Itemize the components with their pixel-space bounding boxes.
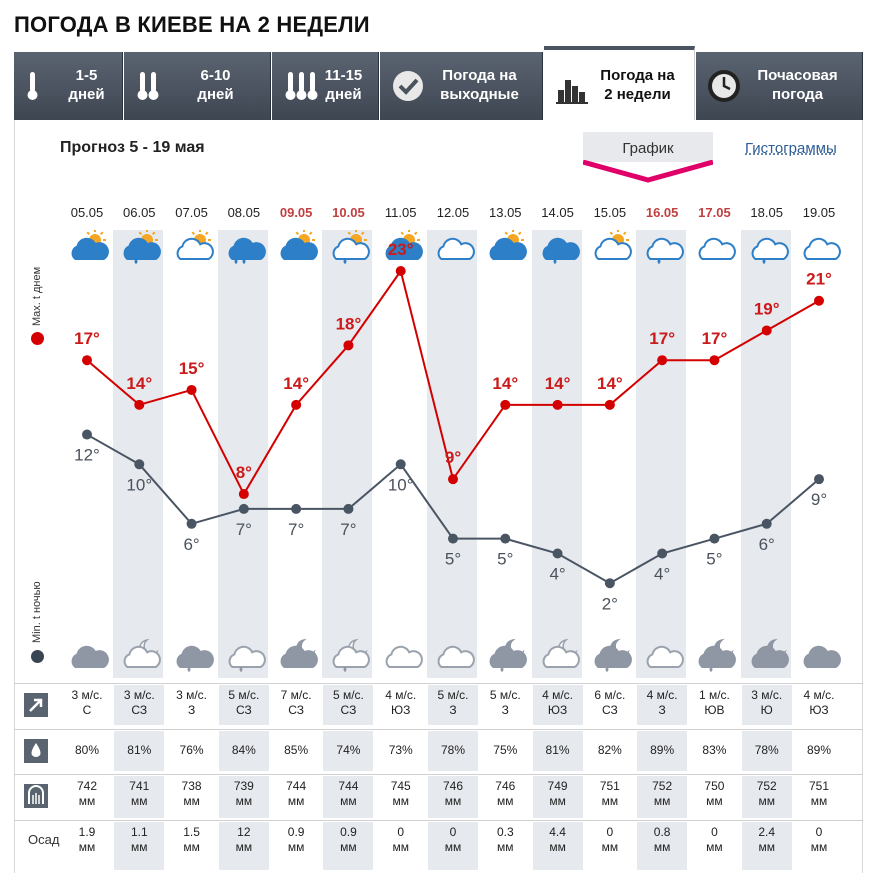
humidity-cell	[794, 743, 844, 758]
wind-cell-unit: З	[187, 703, 196, 717]
row-divider	[14, 729, 863, 730]
tab-label-line2: дней	[197, 86, 234, 103]
date-label: 05.05	[70, 205, 104, 220]
min-temp-data-label: 12°	[74, 445, 100, 465]
wind-cell	[742, 688, 792, 718]
day-column-shade	[741, 230, 791, 678]
wind-cell-value: 5 м/с.	[489, 688, 521, 702]
humidity-cell-value: 84%	[231, 743, 256, 757]
date-label: 06.05	[123, 205, 156, 220]
wind-cell-value: 7 м/с.	[280, 688, 312, 702]
cloud-moon-rain-dark-icon	[692, 638, 736, 674]
wind-cell-unit: СЗ	[288, 703, 305, 717]
pressure-cell-unit: мм	[183, 794, 200, 808]
max-temp-data-label: 17°	[74, 329, 100, 349]
min-temp-legend-dot	[31, 650, 44, 663]
pressure-cell-value: 738	[181, 779, 202, 793]
humidity-cell	[533, 743, 583, 758]
row-divider	[14, 774, 863, 775]
tab-6[interactable]	[696, 52, 863, 120]
tab-label	[740, 66, 855, 104]
wind-cell-value: 5 м/с.	[228, 688, 260, 702]
cloud-sun-outline-icon	[170, 230, 214, 266]
min-temp-data-label: 10°	[387, 475, 414, 495]
min-temp-axis-label: Min. t ночью	[31, 581, 43, 643]
humidity-cell	[376, 743, 426, 758]
precip-cell-value: 1.1	[130, 825, 148, 839]
pressure-cell-value: 752	[652, 779, 673, 793]
day-column-shade	[113, 230, 163, 678]
tab-5[interactable]	[544, 46, 695, 120]
humidity-cell-value: 81%	[545, 743, 570, 757]
cloud-moon-outline-icon	[536, 638, 580, 674]
date-label: 16.05	[645, 205, 679, 220]
cloud-sun-rain-outline-icon	[326, 230, 370, 266]
wind-cell	[167, 688, 217, 718]
precip-cell	[323, 825, 373, 855]
forecast-title: Прогноз 5 - 19 мая	[60, 139, 205, 156]
max-temp-data-label: 14°	[492, 373, 519, 393]
wind-cell-unit: З	[449, 703, 457, 717]
wind-cell-unit: ЮЗ	[547, 703, 568, 717]
tab-label-line1: Погода на	[600, 67, 675, 84]
pressure-cell-value: 739	[233, 779, 254, 793]
wind-cell-unit: З	[501, 703, 509, 717]
wind-cell-value: 3 м/с.	[123, 688, 155, 702]
page-title: ПОГОДА В КИЕВЕ НА 2 НЕДЕЛИ	[14, 12, 370, 37]
humidity-cell	[480, 743, 530, 758]
wind-arrow-icon	[22, 691, 50, 719]
pressure-cell-unit: мм	[497, 794, 514, 808]
min-temp-data-label: 7°	[235, 519, 252, 539]
cloud-rain-outline-icon	[640, 230, 684, 266]
pressure-cell-value: 742	[76, 779, 98, 793]
min-temp-data-label: 4°	[654, 564, 671, 584]
humidity-cell-value: 81%	[127, 743, 152, 757]
precip-cell	[689, 825, 739, 855]
min-temp-data-label: 7°	[288, 519, 305, 539]
cloud-rain-outline-icon	[745, 230, 789, 266]
humidity-cell	[323, 743, 373, 758]
precip-cell-value: 0.9	[340, 825, 357, 839]
precip-cell-unit: мм	[810, 840, 828, 854]
wind-cell	[376, 688, 426, 718]
precip-cell	[376, 825, 426, 855]
wind-cell	[428, 688, 478, 718]
min-temp-data-label: 4°	[549, 564, 566, 584]
tab-3[interactable]	[272, 52, 379, 120]
pressure-cell-unit: мм	[601, 794, 619, 808]
tab-label-line2: дней	[325, 86, 362, 103]
date-label: 12.05	[436, 205, 470, 220]
tab-label-line1: 6-10	[200, 67, 231, 84]
pressure-cell-unit: мм	[340, 794, 357, 808]
precip-cell-unit: мм	[497, 840, 514, 854]
tab-label	[58, 66, 115, 104]
pressure-cell	[219, 779, 269, 809]
precip-cell-value: 0.8	[653, 825, 671, 839]
wind-cell-value: 4 м/с.	[646, 688, 678, 702]
precip-cell-unit: мм	[340, 840, 357, 854]
precip-cell-value: 12	[237, 825, 251, 839]
max-temp-data-label: 14°	[544, 373, 571, 393]
graph-view-button[interactable]	[583, 132, 713, 184]
wind-cell-unit: З	[658, 703, 666, 717]
precip-cell-value: 0	[815, 825, 823, 839]
wind-cell-unit: СЗ	[340, 703, 357, 717]
precip-cell-unit: мм	[392, 840, 409, 854]
cloud-moon-rain-outline-icon	[326, 638, 370, 674]
day-column-shade	[218, 230, 268, 678]
precip-cell	[637, 825, 687, 855]
precip-cell-value: 1.9	[78, 825, 96, 839]
max-temp-data-label: 23°	[387, 239, 414, 259]
cloud-sun-rain-icon	[117, 230, 161, 266]
humidity-cell-value: 75%	[493, 743, 518, 757]
date-label: 14.05	[541, 205, 574, 220]
wind-cell-value: 5 м/с.	[437, 688, 469, 702]
humidity-cell-value: 74%	[336, 743, 361, 757]
cloud-outline-icon	[640, 638, 684, 674]
wind-cell-value: 6 м/с.	[594, 688, 626, 702]
pressure-cell-unit: мм	[131, 794, 148, 808]
humidity-cell	[637, 743, 687, 758]
precip-cell-value: 4.4	[549, 825, 566, 839]
humidity-cell	[742, 743, 792, 758]
wind-cell	[62, 688, 112, 718]
wind-cell-value: 3 м/с.	[176, 688, 208, 702]
precip-cell-unit: мм	[287, 840, 305, 854]
precip-cell-unit: мм	[601, 840, 619, 854]
pressure-cell-value: 746	[442, 779, 464, 793]
tab-label-line2: погода	[771, 86, 824, 103]
tab-2[interactable]	[124, 52, 271, 120]
precip-cell-unit: мм	[183, 840, 200, 854]
pressure-cell-value: 751	[599, 779, 620, 793]
cloud-moon-outline-icon	[117, 638, 161, 674]
humidity-cell-value: 76%	[179, 743, 204, 757]
precip-cell	[219, 825, 269, 855]
cloud-outline-icon	[379, 638, 423, 674]
precip-cell-unit: мм	[653, 840, 671, 854]
pressure-cell-unit: мм	[444, 794, 462, 808]
pressure-cell	[62, 779, 112, 809]
humidity-cell-value: 73%	[388, 743, 413, 757]
precip-cell	[742, 825, 792, 855]
wind-cell-value: 5 м/с.	[332, 688, 364, 702]
row-divider	[14, 683, 863, 684]
day-column-shade	[532, 230, 582, 678]
date-label: 07.05	[175, 205, 208, 220]
tab-label	[168, 66, 263, 104]
humidity-cell-value: 85%	[284, 743, 309, 757]
pressure-cell	[114, 779, 164, 809]
precip-cell-unit: мм	[549, 840, 566, 854]
row-divider	[14, 820, 863, 821]
pressure-cell	[689, 779, 739, 809]
date-label: 09.05	[279, 205, 313, 220]
date-label: 17.05	[698, 205, 731, 220]
pressure-cell	[637, 779, 687, 809]
cloud-moon-dark-icon	[274, 638, 318, 674]
cloud-dark-icon	[797, 638, 841, 674]
wind-cell-value: 1 м/с.	[698, 688, 730, 702]
precip-cell-value: 0	[449, 825, 457, 839]
max-temp-data-label: 19°	[753, 299, 780, 319]
cloud-sun-outline-icon	[588, 230, 632, 266]
humidity-cell-value: 78%	[440, 743, 466, 757]
wind-cell-value: 4 м/с.	[803, 688, 835, 702]
precip-cell-unit: мм	[758, 840, 775, 854]
cloud-outline-icon	[431, 638, 475, 674]
wind-cell-unit: Ю	[760, 703, 773, 717]
precip-cell-value: 0	[711, 825, 718, 839]
humidity-cell	[62, 743, 112, 758]
selected-indicator-icon	[583, 160, 713, 184]
cloud-moon-dark-icon	[745, 638, 789, 674]
pressure-cell-value: 746	[495, 779, 516, 793]
day-column-shade	[427, 230, 477, 678]
cloud-rain-outline-icon	[222, 638, 266, 674]
pressure-cell	[376, 779, 426, 809]
pressure-cell-value: 751	[808, 779, 830, 793]
wind-cell-unit: ЮЗ	[391, 703, 411, 717]
tab-label-line2: выходные	[440, 86, 519, 103]
min-temp-data-label: 6°	[758, 534, 775, 554]
wind-cell-unit: СЗ	[601, 703, 618, 717]
max-temp-data-label: 14°	[596, 373, 623, 393]
tab-bar	[14, 52, 863, 120]
precip-cell-unit: мм	[235, 840, 253, 854]
precip-cell-value: 2.4	[758, 825, 776, 839]
pressure-barometer-icon	[22, 782, 50, 810]
pressure-cell-unit: мм	[287, 794, 305, 808]
wind-cell-unit: СЗ	[131, 703, 148, 717]
max-temp-data-label: 18°	[335, 314, 362, 334]
max-temp-legend-dot	[31, 332, 44, 345]
precip-cell-value: 0.3	[496, 825, 514, 839]
precip-cell-unit: мм	[706, 840, 723, 854]
partly-cloudy-sun-icon	[65, 230, 109, 266]
humidity-cell-value: 89%	[806, 743, 832, 757]
wind-cell	[637, 688, 687, 718]
precip-cell-unit: мм	[131, 840, 148, 854]
pressure-cell-unit: мм	[706, 794, 723, 808]
pressure-cell-unit: мм	[758, 794, 775, 808]
pressure-cell-unit: мм	[549, 794, 566, 808]
pressure-cell-value: 750	[704, 779, 725, 793]
wind-cell	[689, 688, 739, 718]
wind-cell-unit: С	[82, 703, 92, 717]
humidity-cell	[167, 743, 217, 758]
precip-cell-value: 0	[606, 825, 614, 839]
tab-label-line1: Погода на	[442, 67, 517, 84]
min-temp-data-label: 9°	[810, 490, 828, 510]
max-temp-data-label: 17°	[649, 329, 676, 349]
precip-cell	[794, 825, 844, 855]
precip-cell	[480, 825, 530, 855]
min-temp-data-label: 5°	[444, 549, 462, 569]
humidity-cell	[114, 743, 164, 758]
min-temp-data-label: 10°	[126, 475, 153, 495]
humidity-cell-value: 82%	[597, 743, 622, 757]
pressure-cell-value: 749	[547, 779, 568, 793]
pressure-cell-value: 744	[338, 779, 359, 793]
min-temp-data-label: 5°	[706, 549, 723, 569]
max-temp-data-label: 8°	[235, 463, 252, 483]
min-temp-data-label: 6°	[183, 534, 200, 554]
date-label: 15.05	[593, 205, 627, 220]
humidity-cell	[689, 743, 739, 758]
tab-label-line2: 2 недели	[604, 86, 671, 103]
cloud-dark-icon	[65, 638, 109, 674]
wind-cell	[323, 688, 373, 718]
humidity-cell-value: 83%	[702, 743, 727, 757]
humidity-cell-value: 80%	[74, 743, 100, 757]
wind-cell	[585, 688, 635, 718]
precip-cell	[428, 825, 478, 855]
day-column-shade	[322, 230, 372, 678]
precip-cell-unit: мм	[444, 840, 462, 854]
pressure-cell-value: 745	[390, 779, 411, 793]
humidity-cell-value: 78%	[754, 743, 779, 757]
pressure-cell	[585, 779, 635, 809]
tab-label-line1: 11-15	[324, 67, 363, 84]
precip-cell	[167, 825, 217, 855]
min-temp-data-label: 5°	[497, 549, 514, 569]
wind-cell-value: 4 м/с.	[385, 688, 417, 702]
cloud-heavy-rain-icon	[222, 230, 266, 266]
wind-cell-unit: ЮЗ	[809, 703, 829, 717]
precip-cell	[62, 825, 112, 855]
histogram-view-link[interactable]: Гистограммы	[745, 140, 837, 157]
date-label: 08.05	[227, 205, 261, 220]
tab-label	[588, 66, 687, 104]
date-label: 10.05	[332, 205, 365, 220]
cloud-rain-dark-icon	[170, 638, 214, 674]
precip-cell	[533, 825, 583, 855]
tab-1[interactable]	[14, 52, 123, 120]
day-column-shade	[636, 230, 686, 678]
pressure-cell-unit: мм	[78, 794, 96, 808]
humidity-cell-value: 89%	[650, 743, 675, 757]
min-temp-data-label: 7°	[340, 519, 357, 539]
wind-cell-unit: ЮВ	[704, 703, 725, 717]
tab-label-line1: 1-5	[75, 67, 98, 84]
wind-cell	[219, 688, 269, 718]
wind-cell	[114, 688, 164, 718]
humidity-cell	[585, 743, 635, 758]
pressure-cell-unit: мм	[653, 794, 671, 808]
precip-cell-value: 0.9	[287, 825, 305, 839]
max-temp-data-label: 21°	[806, 269, 832, 289]
max-temp-data-label: 9°	[444, 448, 462, 468]
pressure-cell	[323, 779, 373, 809]
partly-cloudy-sun-icon	[274, 230, 318, 266]
precip-cell	[585, 825, 635, 855]
precip-row-label: Осад	[28, 832, 60, 847]
pressure-cell-unit: мм	[235, 794, 253, 808]
tab-label-line1: Почасовая	[757, 67, 838, 84]
wind-cell	[271, 688, 321, 718]
tab-label	[424, 66, 535, 104]
graph-view-label: График	[622, 140, 674, 157]
pressure-cell-unit: мм	[392, 794, 409, 808]
max-temp-data-label: 15°	[178, 358, 205, 378]
max-temp-axis-label: Max. t днем	[31, 266, 43, 326]
cloud-moon-rain-dark-icon	[588, 638, 632, 674]
pressure-cell-value: 744	[286, 779, 307, 793]
pressure-cell	[428, 779, 478, 809]
pressure-cell	[167, 779, 217, 809]
pressure-cell	[533, 779, 583, 809]
humidity-cell	[219, 743, 269, 758]
date-label: 13.05	[489, 205, 522, 220]
precip-cell-unit: мм	[78, 840, 96, 854]
cloud-rain-blue-icon	[536, 230, 580, 266]
wind-cell-value: 3 м/с.	[751, 688, 783, 702]
date-label: 19.05	[802, 205, 836, 220]
wind-cell-value: 3 м/с.	[71, 688, 103, 702]
humidity-cell	[428, 743, 478, 758]
pressure-cell	[271, 779, 321, 809]
tab-4[interactable]	[380, 52, 543, 120]
max-temp-data-label: 14°	[126, 373, 153, 393]
pressure-cell-unit: мм	[810, 794, 828, 808]
precip-cell-value: 1.5	[183, 825, 200, 839]
wind-cell	[533, 688, 583, 718]
wind-cell-value: 4 м/с.	[542, 688, 574, 702]
tab-label-line2: дней	[68, 86, 105, 103]
partly-cloudy-sun-icon	[483, 230, 527, 266]
cloud-moon-rain-dark-icon	[483, 638, 527, 674]
humidity-cell	[271, 743, 321, 758]
cloud-outline-icon	[797, 230, 841, 266]
precip-cell-value: 0	[397, 825, 405, 839]
pressure-cell	[794, 779, 844, 809]
partly-cloudy-sun-icon	[379, 230, 423, 266]
max-temp-data-label: 14°	[283, 373, 310, 393]
pressure-cell-value: 752	[756, 779, 777, 793]
wind-cell	[794, 688, 844, 718]
pressure-cell-value: 741	[129, 779, 150, 793]
humidity-drop-icon	[22, 737, 50, 765]
date-label: 11.05	[384, 205, 417, 220]
pressure-cell	[742, 779, 792, 809]
precip-cell	[114, 825, 164, 855]
date-label: 18.05	[750, 205, 783, 220]
tab-label	[316, 66, 371, 104]
max-temp-data-label: 17°	[701, 329, 728, 349]
wind-cell-unit: СЗ	[235, 703, 252, 717]
wind-cell	[480, 688, 530, 718]
cloud-outline-icon	[692, 230, 736, 266]
cloud-outline-icon	[431, 230, 475, 266]
min-temp-data-label: 2°	[601, 594, 618, 614]
pressure-cell	[480, 779, 530, 809]
precip-cell	[271, 825, 321, 855]
